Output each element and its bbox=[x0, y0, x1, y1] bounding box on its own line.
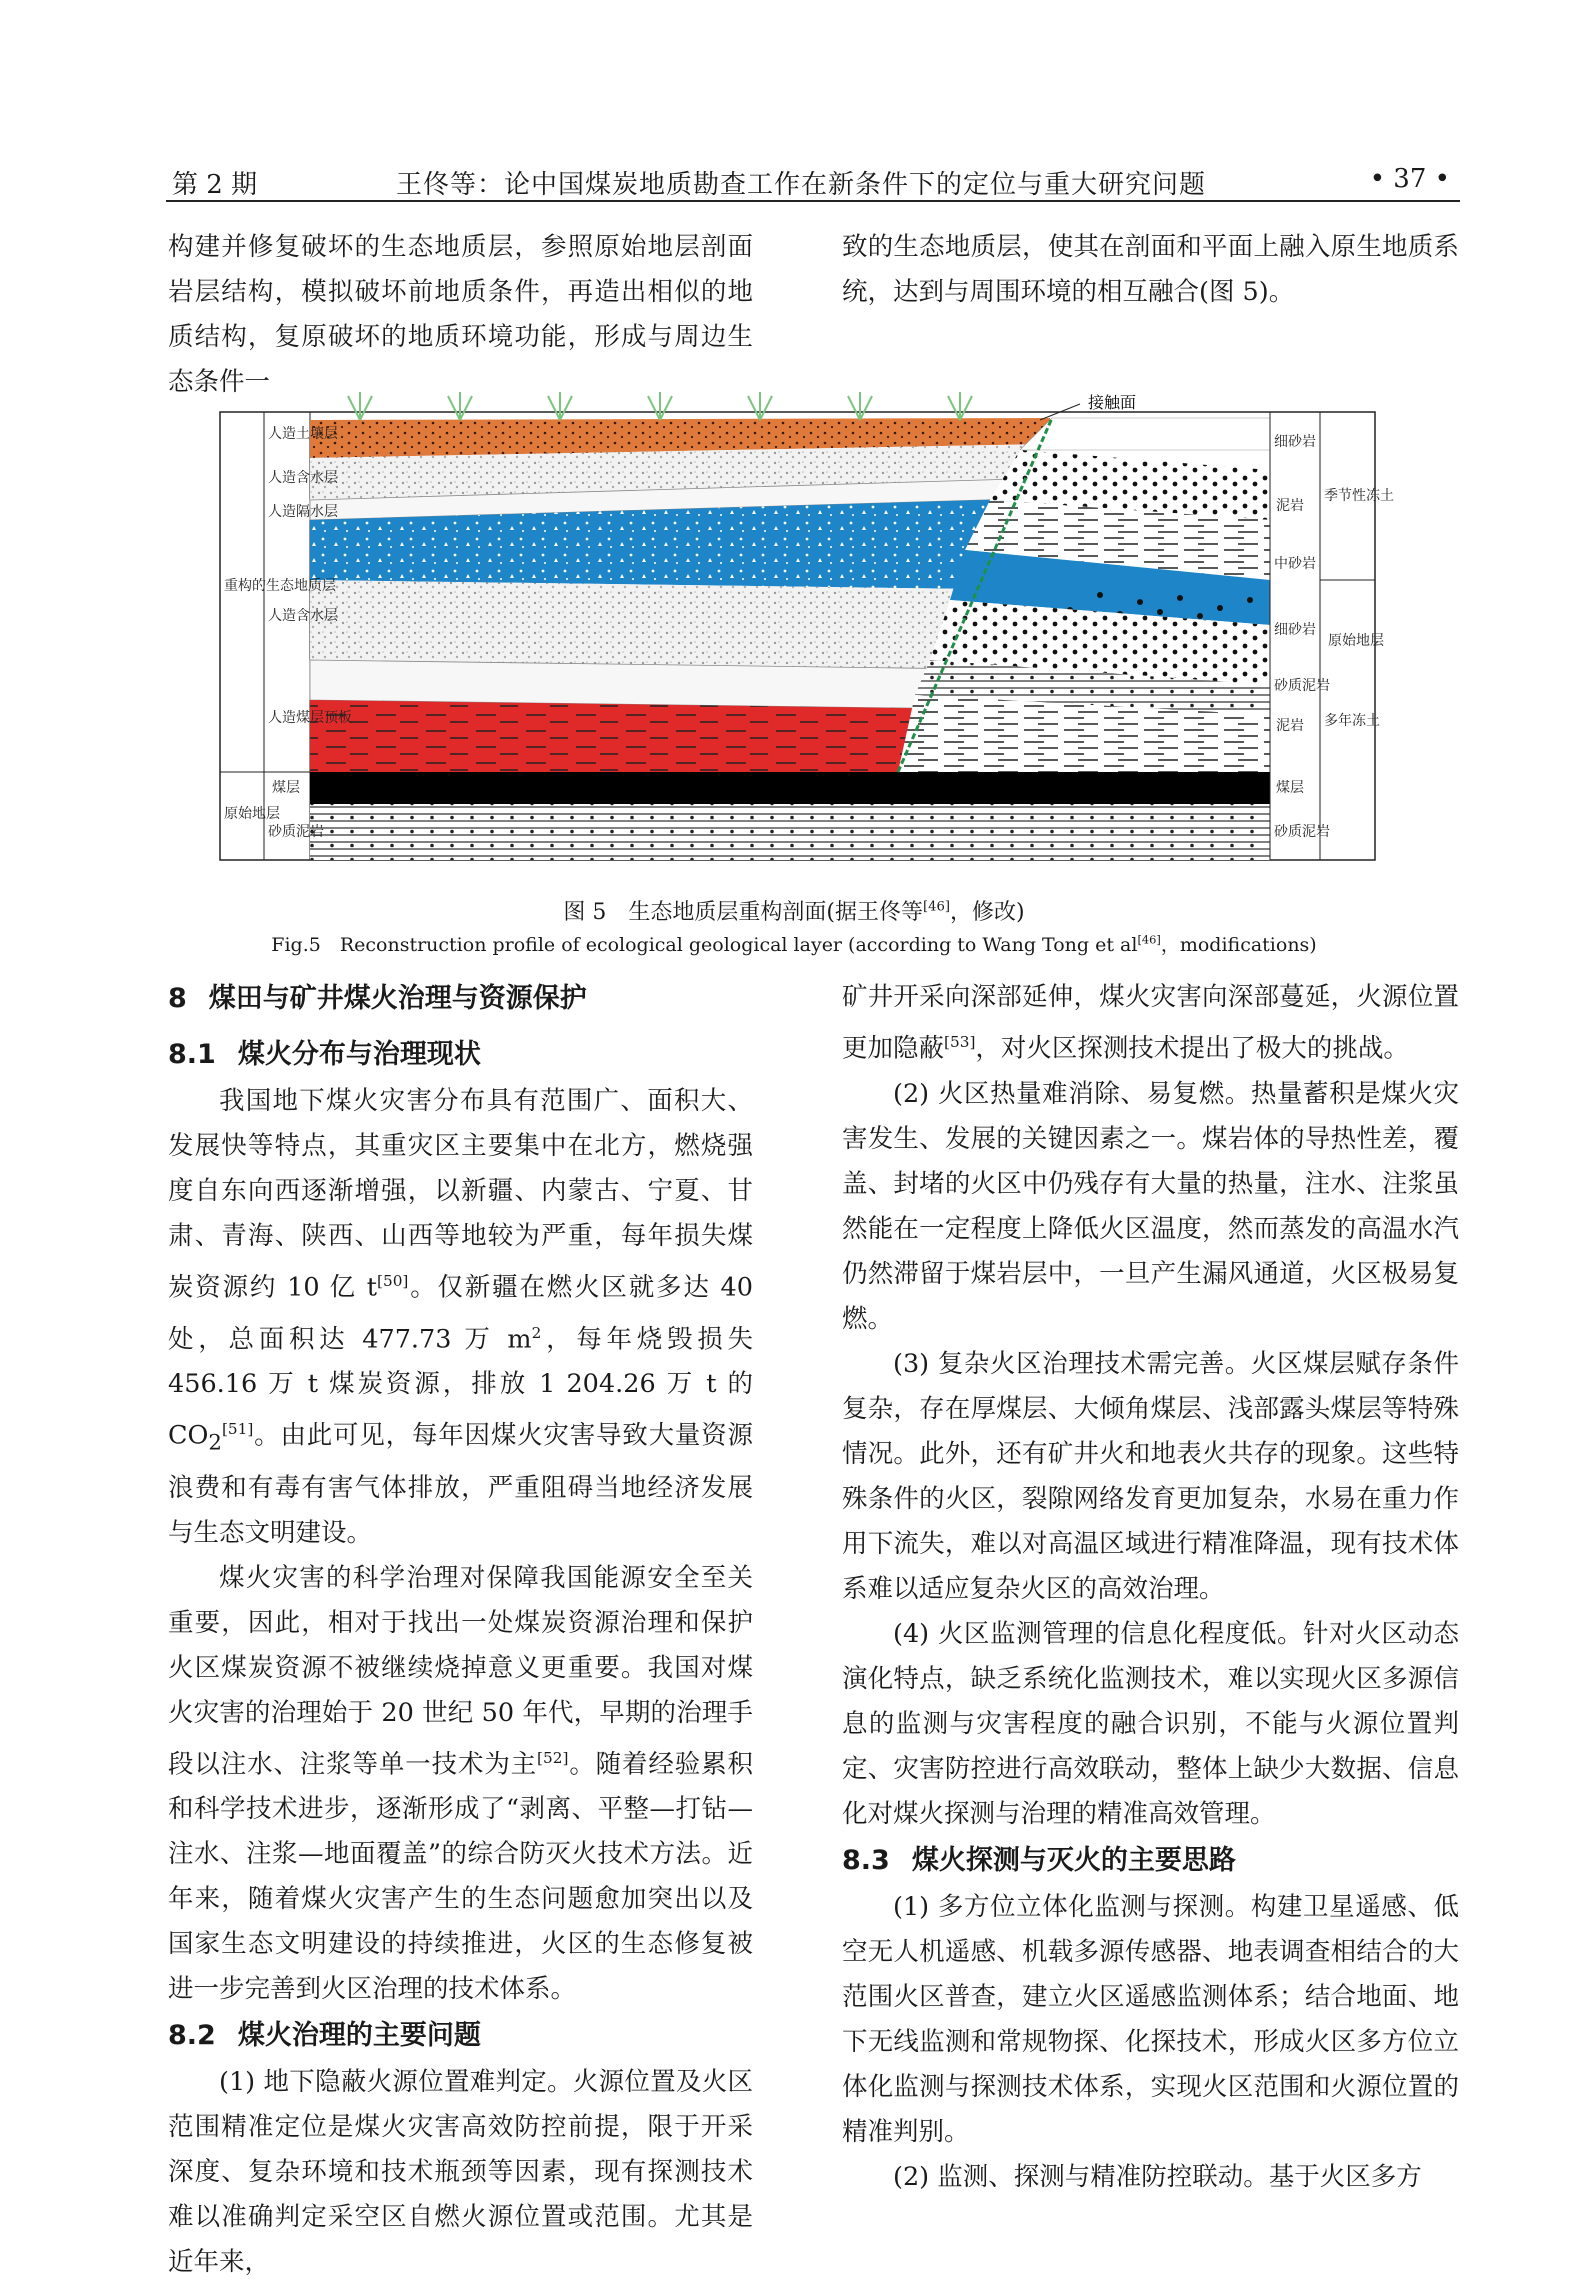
right-label-fine-sand-2: 细砂岩 bbox=[1274, 622, 1316, 638]
left-label-soil: 人造土壤层 bbox=[268, 426, 338, 442]
right-group-permafrost: 多年冻土 bbox=[1324, 713, 1380, 729]
right-label-sandy-mud-2: 砂质泥岩 bbox=[1274, 824, 1330, 840]
page-number: • 37 • bbox=[1369, 164, 1450, 194]
intro-left-column bbox=[168, 225, 753, 405]
paragraph-8-3-b: (2) 监测、探测与精准防控联动。基于火区多方 bbox=[893, 2161, 1422, 2192]
right-label-medium-sand: 中砂岩 bbox=[1274, 556, 1316, 572]
right-label-mud-2: 泥岩 bbox=[1276, 718, 1304, 734]
issue-number: 第 2 期 bbox=[172, 170, 258, 200]
intro-right-column bbox=[842, 225, 1459, 315]
body-right-column bbox=[842, 975, 1459, 2200]
paragraph-8-2-d: (4) 火区监测管理的信息化程度低。针对火区动态演化特点，缺乏系统化监测技术，难以实现火区多源信息的监测与灾害程度的融合识别，不能与火源位置判定、灾害防控进行高效联动，整体上缺少大数据、信息化对煤火探测与治理的精准高效管理。 bbox=[842, 1618, 1459, 1829]
paragraph-8-2-a-continued: 矿井开采向深部延伸，煤火灾害向深部蔓延，火源位置更加隐蔽[53]，对火区探测技术提出了极大的挑战。 bbox=[842, 982, 1459, 1064]
right-label-fine-sand-1: 细砂岩 bbox=[1274, 434, 1316, 450]
running-title: 王佟等：论中国煤炭地质勘查工作在新条件下的定位与重大研究问题 bbox=[396, 170, 1207, 200]
left-label-aquifer-2: 人造含水层 bbox=[268, 608, 338, 624]
left-label-aquifer-1: 人造含水层 bbox=[268, 470, 338, 486]
running-header bbox=[166, 160, 1460, 202]
paragraph-8-1-b: 煤火灾害的科学治理对保障我国能源安全至关重要，因此，相对于找出一处煤炭资源治理和保护火区煤炭资源不被继续烧掉意义更重要。我国对煤火灾害的治理始于 20 世纪 50 年代，早期的治理手段以注水、注浆等单一技术为主[52]。随着经验累积和科学技术进步，逐渐形成了“剥离、平整—打钻—注水、注浆—地面覆盖”的综合防灭火技术方法。近年来，随着煤火灾害产生的生态问题愈加突出以及国家生态文明建设的持续推进，火区的生态修复被进一步完善到火区治理的技术体系。 bbox=[168, 1562, 753, 2005]
right-group-original: 原始地层 bbox=[1328, 633, 1384, 649]
section-8-1-heading: 8.1 煤火分布与治理现状 bbox=[168, 1039, 481, 1070]
intro-left-paragraph: 构建并修复破坏的生态地质层，参照原始地层剖面岩层结构，模拟破坏前地质条件，再造出相似的地质结构，复原破坏的地质环境功能，形成与周边生态条件一 bbox=[168, 232, 753, 397]
left-label-aquitard: 人造隔水层 bbox=[268, 504, 338, 520]
figure-5-profile bbox=[220, 390, 1394, 890]
paragraph-8-2-b: (2) 火区热量难消除、易复燃。热量蓄积是煤火灾害发生、发展的关键因素之一。煤岩体的导热性差，覆盖、封堵的火区中仍残存有大量的热量，注水、注浆虽然能在一定程度上降低火区温度，然而蒸发的高温水汽仍然滞留于煤岩层中，一旦产生漏风通道，火区极易复燃。 bbox=[842, 1078, 1459, 1334]
left-group-original: 原始地层 bbox=[224, 806, 280, 822]
section-8-2-heading: 8.2 煤火治理的主要问题 bbox=[168, 2020, 481, 2052]
right-label-mud-1: 泥岩 bbox=[1276, 498, 1304, 514]
paragraph-8-3-a: (1) 多方位立体化监测与探测。构建卫星遥感、低空无人机遥感、机载多源传感器、地表调查相结合的大范围火区普查，建立火区遥感监测体系；结合地面、地下无线监测和常规物探、化探技术，形成火区多方位立体化监测与探测技术体系，实现火区范围和火源位置的精准判别。 bbox=[842, 1891, 1459, 2147]
right-label-sandy-mud-1: 砂质泥岩 bbox=[1274, 678, 1330, 694]
body-left-column bbox=[168, 975, 753, 2285]
figure-caption-cn: 图 5 生态地质层重构剖面(据王佟等[46]，修改) bbox=[563, 899, 1025, 925]
paragraph-8-1-a: 我国地下煤火灾害分布具有范围广、面积大、发展快等特点，其重灾区主要集中在北方，燃烧强度自东向西逐渐增强，以新疆、内蒙古、宁夏、甘肃、青海、陕西、山西等地较为严重，每年损失煤炭资源约 10 亿 t[50]。仅新疆在燃火区就多达 40 处，总面积达 477.73 万 $m^2$，每年烧毁损失 456.16 万 t 煤炭资源，排放 1 204.26 万 t 的 $CO_2[51]$。由此可见，每年因煤火灾害导致大量资源浪费和有毒有害气体排放，严重阻碍当地经济发展与生态文明建设。 bbox=[168, 1086, 753, 1548]
intro-right-paragraph: 致的生态地质层，使其在剖面和平面上融入原生地质系统，达到与周围环境的相互融合(图 5)。 bbox=[842, 232, 1459, 307]
left-label-roof: 人造煤层顶板 bbox=[268, 710, 352, 726]
right-group-seasonal-frozen: 季节性冻土 bbox=[1324, 488, 1394, 504]
section-8-heading: 8 煤田与矿井煤火治理与资源保护 bbox=[168, 983, 587, 1014]
left-label-sandy-mud: 砂质泥岩 bbox=[268, 824, 324, 840]
left-group-reconstructed: 重构的生态地质层 bbox=[224, 578, 336, 594]
left-label-coal: 煤层 bbox=[272, 780, 300, 796]
section-8-3-heading: 8.3 煤火探测与灭火的主要思路 bbox=[842, 1844, 1236, 1876]
contact-surface-label: 接触面 bbox=[1088, 393, 1137, 412]
paragraph-8-2-c: (3) 复杂火区治理技术需完善。火区煤层赋存条件复杂，存在厚煤层、大倾角煤层、浅部露头煤层等特殊情况。此外，还有矿井火和地表火共存的现象。这些特殊条件的火区，裂隙网络发育更加复杂，水易在重力作用下流失，难以对高温区域进行精准降温，现有技术体系难以适应复杂火区的高效治理。 bbox=[842, 1348, 1459, 1604]
paragraph-8-2-a: (1) 地下隐蔽火源位置难判定。火源位置及火区范围精准定位是煤火灾害高效防控前提，限于开采深度、复杂环境和技术瓶颈等因素，现有探测技术难以准确判定采空区自燃火源位置或范围。尤其是近年来， bbox=[168, 2067, 753, 2278]
figure-caption-en: Fig.5 Reconstruction profile of ecological geological layer (according to Wang Tong et al[46]，modifications) bbox=[271, 932, 1317, 956]
right-label-coal: 煤层 bbox=[1276, 780, 1304, 796]
